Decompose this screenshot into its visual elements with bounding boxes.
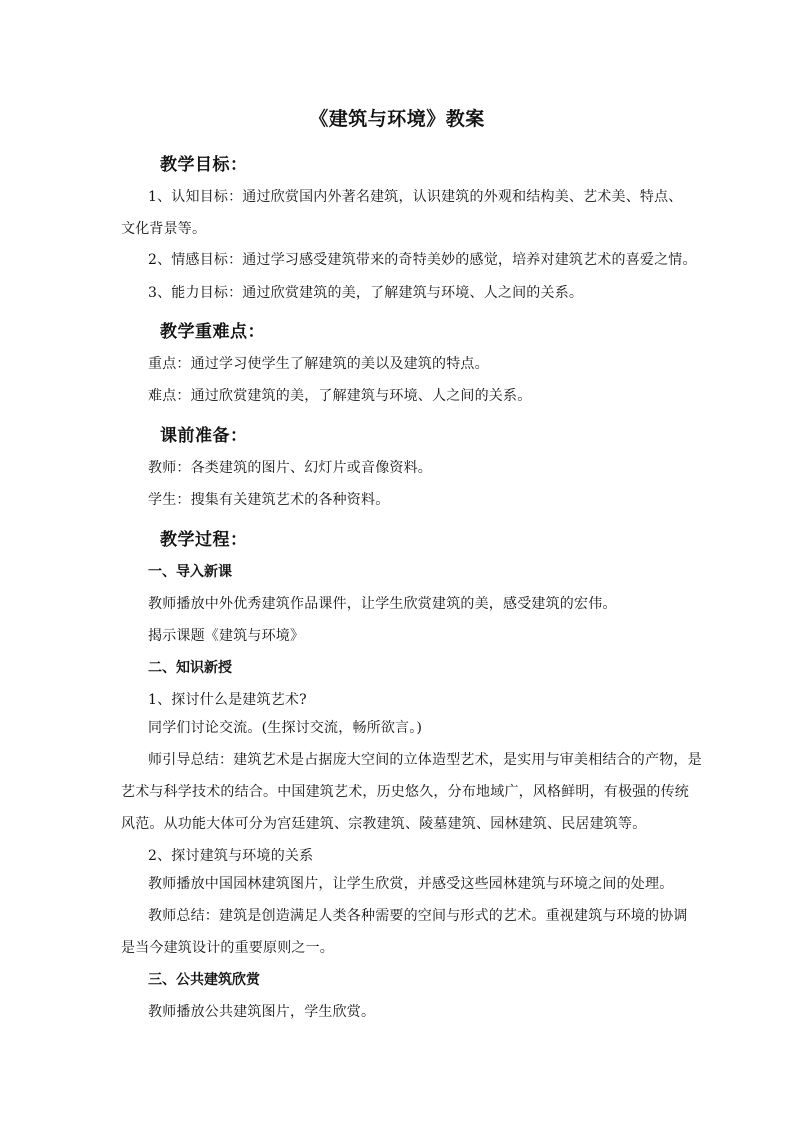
objective-1-line-b: 文化背景等。 xyxy=(121,221,207,237)
objective-3: 3、能力目标：通过欣赏建筑的美，了解建筑与环境、人之间的关系。 xyxy=(148,285,584,301)
process-part2-q2-summary-a: 教师总结：建筑是创造满足人类各种需要的空间与形式的艺术。重视建筑与环境的协调 xyxy=(148,908,688,924)
process-part1-title: 一、导入新课 xyxy=(148,564,232,580)
objective-1-line-a: 1、认知目标：通过欣赏国内外著名建筑，认识建筑的外观和结构美、艺术美、特点、 xyxy=(148,189,683,205)
keypoint-important: 重点：通过学习使学生了解建筑的美以及建筑的特点。 xyxy=(148,356,489,372)
process-part2-q1: 1、探讨什么是建筑艺术? xyxy=(148,692,307,708)
process-part2-q2-line: 教师播放中国园林建筑图片，让学生欣赏，并感受这些园林建筑与环境之间的处理。 xyxy=(148,876,674,892)
process-part2-q2-summary-b: 是当今建筑设计的重要原则之一。 xyxy=(121,940,334,956)
keypoint-difficult: 难点：通过欣赏建筑的美，了解建筑与环境、人之间的关系。 xyxy=(148,388,532,404)
process-part2-q1-discuss: 同学们讨论交流。(生探讨交流，畅所欲言。) xyxy=(148,720,423,736)
process-part2-summary-c: 风范。从功能大体可分为宫廷建筑、宗教建筑、陵墓建筑、园林建筑、民居建筑等。 xyxy=(121,816,647,832)
preparation-teacher: 教师：各类建筑的图片、幻灯片或音像资料。 xyxy=(148,460,432,476)
process-part2-title: 二、知识新授 xyxy=(148,660,232,676)
process-part3-title: 三、公共建筑欣赏 xyxy=(148,972,260,988)
process-part3-line: 教师播放公共建筑图片，学生欣赏。 xyxy=(148,1004,376,1020)
preparation-heading: 课前准备： xyxy=(160,426,248,446)
process-part2-summary-a: 师引导总结：建筑艺术是占据庞大空间的立体造型艺术，是实用与审美相结合的产物，是 xyxy=(148,752,702,768)
keypoints-heading: 教学重难点： xyxy=(160,322,265,342)
process-part1-line1: 教师播放中外优秀建筑作品课件，让学生欣赏建筑的美，感受建筑的宏伟。 xyxy=(148,596,617,612)
process-heading: 教学过程： xyxy=(160,530,248,550)
objective-2: 2、情感目标：通过学习感受建筑带来的奇特美妙的感觉，培养对建筑艺术的喜爱之情。 xyxy=(148,252,697,268)
process-part2-q2: 2、探讨建筑与环境的关系 xyxy=(148,848,314,864)
objectives-heading: 教学目标： xyxy=(160,155,248,175)
process-part1-line2: 揭示课题《建筑与环境》 xyxy=(148,628,305,644)
document-title: 《建筑与环境》教案 xyxy=(309,108,485,130)
process-part2-summary-b: 艺术与科学技术的结合。中国建筑艺术，历史悠久，分布地域广，风格鲜明，有极强的传统 xyxy=(121,784,689,800)
preparation-student: 学生：搜集有关建筑艺术的各种资料。 xyxy=(148,492,390,508)
